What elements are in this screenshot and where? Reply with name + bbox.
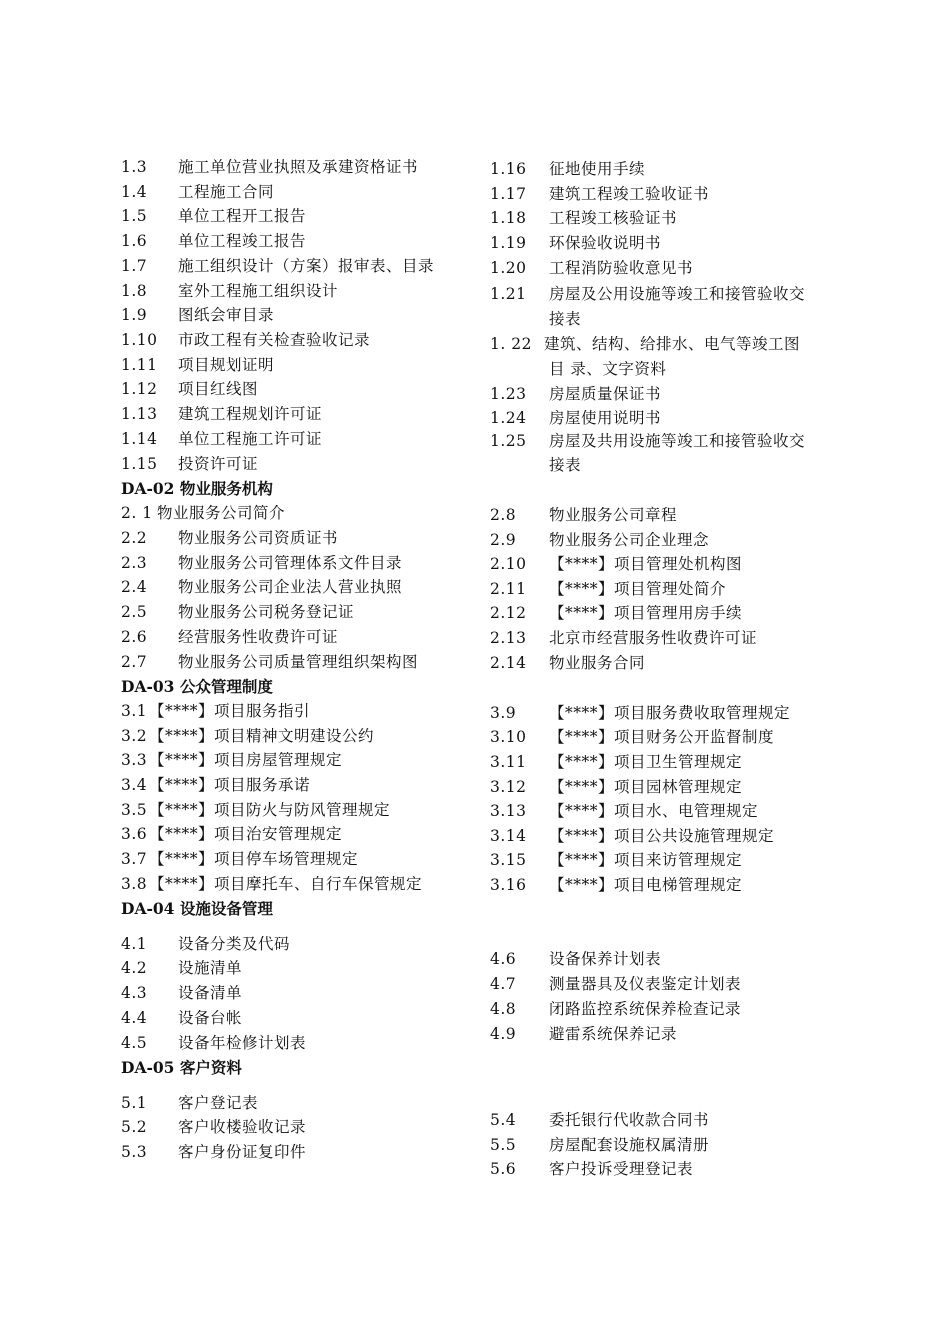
item-text: 物业服务公司管理体系文件目录 — [178, 554, 403, 572]
list-item — [121, 429, 322, 449]
list-item — [121, 454, 258, 474]
list-item — [490, 653, 645, 673]
list-item — [121, 330, 370, 350]
list-item — [121, 701, 310, 721]
item-number: 3.9 — [490, 704, 517, 722]
item-number: 5.6 — [490, 1160, 517, 1178]
item-number: 1.23 — [490, 385, 527, 403]
list-item — [490, 628, 757, 648]
item-text: 物业服务公司章程 — [549, 506, 678, 524]
item-number: 4.5 — [121, 1034, 148, 1052]
list-item — [490, 1110, 709, 1130]
list-item — [490, 233, 661, 253]
item-text: 【****】项目防火与防风管理规定 — [149, 801, 391, 819]
list-item — [490, 258, 693, 278]
list-item — [490, 974, 741, 994]
item-number: 3.13 — [490, 802, 527, 820]
list-item — [490, 603, 742, 623]
item-text: 【****】项目水、电管理规定 — [549, 802, 759, 820]
list-item — [121, 652, 418, 672]
item-text: 【****】项目服务费收取管理规定 — [549, 704, 791, 722]
item-text: 【****】项目卫生管理规定 — [549, 753, 743, 771]
list-item — [490, 875, 742, 895]
list-item — [490, 431, 805, 451]
list-item — [121, 1033, 306, 1053]
item-number: 4.6 — [490, 950, 517, 968]
list-item — [121, 1008, 242, 1028]
item-text: 【****】项目精神文明建设公约 — [149, 727, 375, 745]
item-number: 5.4 — [490, 1111, 517, 1129]
list-item — [490, 408, 661, 428]
section-heading: DA-05 客户资料 — [121, 1058, 242, 1077]
list-item — [121, 256, 434, 276]
list-item — [121, 305, 274, 325]
list-item — [490, 727, 774, 747]
list-item — [490, 850, 742, 870]
list-item — [121, 231, 306, 251]
item-text: 设备年检修计划表 — [178, 1034, 307, 1052]
item-number: 1.12 — [121, 380, 158, 398]
item-number: 2.9 — [490, 531, 517, 549]
item-number: 1.25 — [490, 432, 527, 450]
item-number: 1.18 — [490, 209, 527, 227]
item-text: 设备保养计划表 — [549, 950, 662, 968]
item-number: 4.2 — [121, 959, 148, 977]
item-number: 1.4 — [121, 183, 148, 201]
item-text: 客户身份证复印件 — [178, 1143, 307, 1161]
item-text: 施工单位营业执照及承建资格证书 — [178, 158, 419, 176]
item-text: 投资许可证 — [178, 455, 259, 473]
section-heading: DA-04 设施设备管理 — [121, 899, 273, 918]
item-text: 【****】项目摩托车、自行车保管规定 — [149, 875, 423, 893]
item-number: 2.12 — [490, 604, 527, 622]
item-number: 3.10 — [490, 728, 527, 746]
list-item — [121, 379, 258, 399]
item-text: 物业服务公司企业理念 — [549, 531, 710, 549]
item-text: 客户登记表 — [178, 1094, 259, 1112]
item-text: 【****】项目管理处机构图 — [549, 555, 743, 573]
item-number: 1.19 — [490, 234, 527, 252]
list-item — [490, 159, 645, 179]
item-number: 2.5 — [121, 603, 148, 621]
item-text: 房屋质量保证书 — [549, 385, 662, 403]
item-number: 2.2 — [121, 529, 148, 547]
item-number: 1.24 — [490, 409, 527, 427]
item-number: 3.16 — [490, 876, 527, 894]
item-number: 3.5 — [121, 801, 148, 819]
item-number: 4.8 — [490, 1000, 517, 1018]
list-item — [121, 553, 402, 573]
item-number: 2.13 — [490, 629, 527, 647]
list-item — [121, 1142, 306, 1162]
item-number: 4.4 — [121, 1009, 148, 1027]
item-text: 【****】项目管理处简介 — [549, 580, 727, 598]
item-text: 物业服务公司质量管理组织架构图 — [178, 653, 419, 671]
item-number: 1.7 — [121, 257, 148, 275]
item-number: 5.1 — [121, 1094, 148, 1112]
item-text: 房屋使用说明书 — [549, 409, 662, 427]
list-item — [490, 1024, 677, 1044]
list-item — [121, 800, 390, 820]
item-number: 3.11 — [490, 753, 527, 771]
item-text: 测量器具及仪表鉴定计划表 — [549, 975, 742, 993]
list-item — [121, 503, 285, 523]
list-item — [121, 182, 274, 202]
item-text: 物业服务公司简介 — [157, 504, 286, 522]
item-text: 【****】项目管理用房手续 — [549, 604, 743, 622]
item-text: 房屋配套设施权属清册 — [549, 1136, 710, 1154]
item-number: 1.20 — [490, 259, 527, 277]
item-text: 室外工程施工组织设计 — [178, 282, 339, 300]
item-text: 【****】项目服务承诺 — [149, 776, 311, 794]
list-item — [490, 703, 790, 723]
item-text: 【****】项目公共设施管理规定 — [549, 827, 775, 845]
list-item — [490, 334, 800, 354]
list-item — [121, 958, 242, 978]
item-number: 2.8 — [490, 506, 517, 524]
item-text: 单位工程施工许可证 — [178, 430, 323, 448]
item-text: 物业服务合同 — [549, 654, 646, 672]
item-number: 2.6 — [121, 628, 148, 646]
item-number: 1.11 — [121, 356, 158, 374]
item-number: 4.7 — [490, 975, 517, 993]
item-number: 3.6 — [121, 825, 148, 843]
item-text: 客户收楼验收记录 — [178, 1118, 307, 1136]
item-text: 施工组织设计（方案）报审表、目录 — [178, 257, 435, 275]
item-text: 设备台帐 — [178, 1009, 243, 1027]
item-text: 工程施工合同 — [178, 183, 275, 201]
item-number: 1.9 — [121, 306, 148, 324]
list-item — [490, 777, 742, 797]
item-text: 委托银行代收款合同书 — [549, 1111, 710, 1129]
item-text: 【****】项目停车场管理规定 — [149, 850, 359, 868]
item-number: 1.3 — [121, 158, 148, 176]
item-text: 项目规划证明 — [178, 356, 275, 374]
list-item — [121, 157, 418, 177]
list-item — [490, 530, 709, 550]
item-number: 1.15 — [121, 455, 158, 473]
item-number: 1.14 — [121, 430, 158, 448]
item-text: 经营服务性收费许可证 — [178, 628, 339, 646]
item-number: 3.2 — [121, 727, 148, 745]
item-text: 工程竣工核验证书 — [549, 209, 678, 227]
item-text: 【****】项目电梯管理规定 — [549, 876, 743, 894]
item-number: 2. 1 — [121, 504, 153, 522]
list-item — [490, 505, 677, 525]
item-text: 建筑、结构、给排水、电气等竣工图 — [544, 335, 801, 353]
item-text: 工程消防验收意见书 — [549, 259, 694, 277]
list-item — [490, 284, 805, 304]
item-text: 房屋及共用设施等竣工和接管验收交 — [549, 432, 806, 450]
item-number: 5.3 — [121, 1143, 148, 1161]
list-item — [490, 1135, 709, 1155]
item-number: 2.3 — [121, 554, 148, 572]
list-item — [121, 983, 242, 1003]
item-number: 3.3 — [121, 751, 148, 769]
item-number: 1.16 — [490, 160, 527, 178]
list-item — [490, 1159, 693, 1179]
item-text: 房屋及公用设施等竣工和接管验收交 — [549, 285, 806, 303]
item-text: 物业服务公司资质证书 — [178, 529, 339, 547]
item-number: 4.1 — [121, 935, 148, 953]
item-number: 3.12 — [490, 778, 527, 796]
list-item — [490, 208, 677, 228]
section-heading: DA-02 物业服务机构 — [121, 479, 273, 498]
list-item — [490, 184, 709, 204]
list-item — [490, 801, 758, 821]
item-text: 【****】项目服务指引 — [149, 702, 311, 720]
list-item — [121, 775, 310, 795]
list-item — [121, 577, 402, 597]
item-number: 5.2 — [121, 1118, 148, 1136]
item-number: 1.17 — [490, 185, 527, 203]
item-text: 设备清单 — [178, 984, 243, 1002]
list-item — [490, 999, 741, 1019]
item-text: 设备分类及代码 — [178, 935, 291, 953]
item-text: 闭路监控系统保养检查记录 — [549, 1000, 742, 1018]
item-text: 图纸会审目录 — [178, 306, 275, 324]
list-item — [121, 528, 338, 548]
item-number: 1.5 — [121, 207, 148, 225]
list-item — [121, 726, 374, 746]
list-item — [490, 949, 661, 969]
item-text: 项目红线图 — [178, 380, 259, 398]
item-text: 【****】项目房屋管理规定 — [149, 751, 343, 769]
item-text: 物业服务公司企业法人营业执照 — [178, 578, 403, 596]
list-item — [121, 206, 306, 226]
list-item — [490, 554, 742, 574]
list-item — [121, 934, 290, 954]
list-item — [121, 1093, 258, 1113]
item-text-continuation: 目 录、文字资料 — [549, 360, 667, 378]
list-item — [121, 281, 338, 301]
item-number: 3.15 — [490, 851, 527, 869]
item-number: 3.14 — [490, 827, 527, 845]
item-number: 3.4 — [121, 776, 148, 794]
item-number: 2.7 — [121, 653, 148, 671]
item-text: 征地使用手续 — [549, 160, 646, 178]
item-number: 1.21 — [490, 285, 527, 303]
list-item — [121, 824, 342, 844]
item-text: 客户投诉受理登记表 — [549, 1160, 694, 1178]
list-item — [490, 752, 742, 772]
item-text: 【****】项目来访管理规定 — [549, 851, 743, 869]
item-text-continuation: 接表 — [549, 310, 582, 328]
item-text: 单位工程开工报告 — [178, 207, 307, 225]
list-item — [121, 750, 342, 770]
item-number: 3.1 — [121, 702, 148, 720]
item-number: 5.5 — [490, 1136, 517, 1154]
item-text: 市政工程有关检查验收记录 — [178, 331, 371, 349]
item-number: 4.9 — [490, 1025, 517, 1043]
item-text: 避雷系统保养记录 — [549, 1025, 678, 1043]
item-text: 设施清单 — [178, 959, 243, 977]
list-item — [121, 627, 338, 647]
item-number: 1.10 — [121, 331, 158, 349]
item-text: 建筑工程竣工验收证书 — [549, 185, 710, 203]
item-number: 1.13 — [121, 405, 158, 423]
list-item — [121, 874, 422, 894]
item-number: 4.3 — [121, 984, 148, 1002]
list-item — [121, 1117, 306, 1137]
list-item — [490, 579, 726, 599]
item-number: 3.8 — [121, 875, 148, 893]
item-number: 1.6 — [121, 232, 148, 250]
item-number: 2.10 — [490, 555, 527, 573]
item-text: 建筑工程规划许可证 — [178, 405, 323, 423]
item-text: 物业服务公司税务登记证 — [178, 603, 355, 621]
list-item — [121, 355, 274, 375]
item-number: 2.11 — [490, 580, 527, 598]
list-item — [121, 404, 322, 424]
item-text: 【****】项目园林管理规定 — [549, 778, 743, 796]
item-number: 2.4 — [121, 578, 148, 596]
item-number: 2.14 — [490, 654, 527, 672]
list-item — [490, 826, 774, 846]
item-text: 【****】项目治安管理规定 — [149, 825, 343, 843]
item-number: 1. 22 — [490, 335, 532, 353]
item-text-continuation: 接表 — [549, 456, 582, 474]
item-number: 3.7 — [121, 850, 148, 868]
item-text: 北京市经营服务性收费许可证 — [549, 629, 758, 647]
item-number: 1.8 — [121, 282, 148, 300]
item-text: 单位工程竣工报告 — [178, 232, 307, 250]
list-item — [121, 602, 354, 622]
item-text: 【****】项目财务公开监督制度 — [549, 728, 775, 746]
list-item — [490, 384, 661, 404]
item-text: 环保验收说明书 — [549, 234, 662, 252]
list-item — [121, 849, 358, 869]
section-heading: DA-03 公众管理制度 — [121, 677, 273, 696]
